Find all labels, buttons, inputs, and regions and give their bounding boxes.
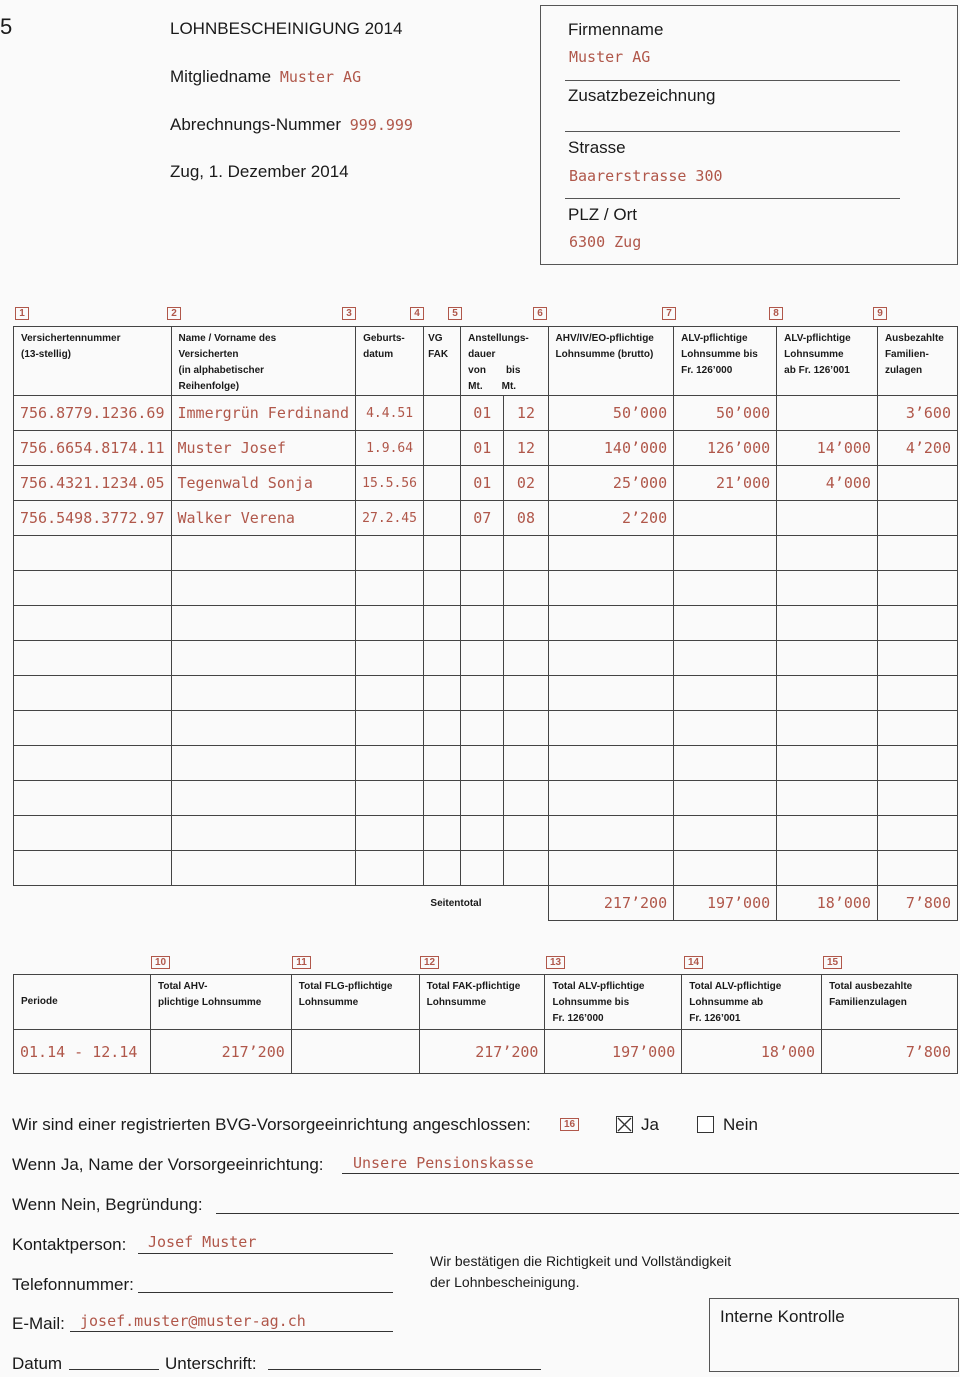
row-vg[interactable] — [424, 396, 461, 431]
row-birth[interactable]: 1.9.64 — [356, 431, 424, 466]
header-birth: Geburts- datum — [356, 327, 424, 396]
col-number-13: 13 — [546, 956, 565, 969]
total-family: 7’800 — [877, 886, 957, 921]
header-alv-to: ALV-pflichtige Lohnsumme bis Fr. 126’000 — [674, 327, 777, 396]
header-ahv: AHV/IV/EO-pflichtige Lohnsumme (brutto) — [548, 327, 674, 396]
col-number-9: 9 — [873, 307, 887, 320]
row-birth[interactable]: 4.4.51 — [356, 396, 424, 431]
company-label: Firmenname — [568, 20, 664, 39]
row-ssn[interactable]: 756.8779.1236.69 — [14, 396, 172, 431]
row-birth[interactable]: 15.5.56 — [356, 466, 424, 501]
employee-table — [13, 326, 958, 921]
page-title: LOHNBESCHEINIGUNG 2014 — [170, 19, 403, 38]
row-ssn[interactable]: 756.6654.8174.11 — [14, 431, 172, 466]
date-label: Datum — [12, 1354, 63, 1373]
confirm-text: Wir bestätigen die Richtigkeit und Vollständigkeit der Lohnbescheinigung. — [430, 1253, 732, 1290]
col-number-8: 8 — [769, 307, 783, 320]
total-label: Seitentotal — [14, 886, 549, 921]
internal-control-box — [709, 1298, 959, 1372]
row-to[interactable]: 08 — [504, 501, 548, 536]
summary-header-period: Periode — [14, 975, 151, 1030]
header-alv-from: ALV-pflichtige Lohnsumme ab Fr. 126’001 — [777, 327, 878, 396]
row-ssn[interactable]: 756.4321.1234.05 — [14, 466, 172, 501]
row-alv-to[interactable]: 50’000 — [674, 396, 777, 431]
row-alv-to[interactable]: 126’000 — [674, 431, 777, 466]
employee-table-header — [14, 327, 958, 396]
fund-value[interactable]: Unsere Pensionskasse — [353, 1154, 534, 1172]
summary-header-flg: Total FLG-pflichtige Lohnsumme — [291, 975, 419, 1030]
row-to[interactable]: 12 — [504, 431, 548, 466]
row-alv-from[interactable] — [777, 396, 878, 431]
row-name[interactable]: Immergrün Ferdinand — [171, 396, 356, 431]
summary-header-alv-from: Total ALV-pflichtige Lohnsumme ab Fr. 126’001 — [682, 975, 822, 1030]
member-label: Mitgliedname Muster AG — [170, 67, 362, 86]
table-row-empty[interactable] — [14, 711, 958, 746]
table-row[interactable] — [14, 466, 958, 501]
col-number-12: 12 — [420, 956, 439, 969]
place-date: Zug, 1. Dezember 2014 — [170, 162, 349, 181]
row-from[interactable]: 01 — [461, 431, 504, 466]
city-label: PLZ / Ort — [568, 205, 637, 224]
no-checkbox[interactable] — [697, 1116, 714, 1133]
col-number-6: 6 — [533, 307, 547, 320]
header-name: Name / Vorname des Versicherten (in alphabetischer Reihenfolge) — [171, 327, 356, 396]
total-alv-from: 18’000 — [777, 886, 878, 921]
table-row-empty[interactable] — [14, 571, 958, 606]
col-number-1: 1 — [15, 307, 29, 320]
reason-label: Wenn Nein, Begründung: — [12, 1195, 203, 1214]
col-number-7: 7 — [662, 307, 676, 320]
table-row-empty[interactable] — [14, 746, 958, 781]
col-number-11: 11 — [292, 956, 311, 969]
table-row-empty[interactable] — [14, 676, 958, 711]
summary-header-ahv: Total AHV- plichtige Lohnsumme — [150, 975, 291, 1030]
header-family: Ausbezahlte Familien- zulagen — [877, 327, 957, 396]
total-row — [14, 886, 958, 921]
row-ssn[interactable]: 756.5498.3772.97 — [14, 501, 172, 536]
account-label: Abrechnungs-Nummer 999.999 — [170, 115, 413, 134]
row-name[interactable]: Walker Verena — [171, 501, 356, 536]
row-from[interactable]: 01 — [461, 466, 504, 501]
row-family[interactable] — [877, 466, 957, 501]
summary-row[interactable] — [14, 1030, 958, 1074]
table-row-empty[interactable] — [14, 606, 958, 641]
table-row[interactable] — [14, 431, 958, 466]
col-number-10: 10 — [151, 956, 170, 969]
row-to[interactable]: 12 — [504, 396, 548, 431]
row-alv-to[interactable] — [674, 501, 777, 536]
internal-label: Interne Kontrolle — [720, 1307, 845, 1326]
yes-label: Ja — [641, 1115, 659, 1134]
row-family[interactable]: 3’600 — [877, 396, 957, 431]
contact-label: Kontaktperson: — [12, 1235, 127, 1254]
col-number-4: 4 — [410, 307, 424, 320]
row-ahv[interactable]: 25’000 — [548, 466, 674, 501]
table-row[interactable] — [14, 396, 958, 431]
signature-label: Unterschrift: — [165, 1354, 257, 1373]
summary-header — [14, 975, 958, 1030]
city-value[interactable]: 6300 Zug — [569, 233, 642, 251]
summary-flg[interactable] — [291, 1030, 419, 1074]
signature-field[interactable] — [268, 1369, 541, 1370]
summary-family[interactable]: 7’800 — [822, 1030, 958, 1074]
street-value[interactable]: Baarerstrasse 300 — [569, 167, 723, 185]
row-alv-from[interactable]: 14’000 — [777, 431, 878, 466]
email-value[interactable]: josef.muster@muster-ag.ch — [80, 1312, 306, 1330]
summary-period[interactable]: 01.14 - 12.14 — [14, 1030, 151, 1074]
table-row-empty[interactable] — [14, 641, 958, 676]
table-row-empty[interactable] — [14, 816, 958, 851]
summary-alv-from[interactable]: 18’000 — [682, 1030, 822, 1074]
summary-fak[interactable]: 217’200 — [419, 1030, 545, 1074]
row-name[interactable]: Tegenwald Sonja — [171, 466, 356, 501]
bvg-question: Wir sind einer registrierten BVG-Vorsorgeeinrichtung angeschlossen: — [12, 1115, 531, 1134]
row-ahv[interactable]: 140’000 — [548, 431, 674, 466]
header-ssn: Versichertennummer (13-stellig) — [14, 327, 172, 396]
yes-checkbox[interactable] — [616, 1116, 633, 1133]
row-ahv[interactable]: 2’200 — [548, 501, 674, 536]
row-ahv[interactable]: 50’000 — [548, 396, 674, 431]
summary-header-fak: Total FAK-pflichtige Lohnsumme — [419, 975, 545, 1030]
row-to[interactable]: 02 — [504, 466, 548, 501]
fund-label: Wenn Ja, Name der Vorsorgeeinrichtung: — [12, 1155, 324, 1174]
col-number-5: 5 — [448, 307, 462, 320]
col-number-3: 3 — [342, 307, 356, 320]
address-box — [540, 5, 958, 265]
table-row-empty[interactable] — [14, 851, 958, 886]
col-number-14: 14 — [684, 956, 703, 969]
account-value: 999.999 — [349, 116, 413, 134]
header-employment: Anstellungs- dauer von bis Mt. Mt. — [461, 327, 548, 396]
summary-header-alv-to: Total ALV-pflichtige Lohnsumme bis Fr. 126’000 — [545, 975, 682, 1030]
row-alv-to[interactable]: 21’000 — [674, 466, 777, 501]
street-label: Strasse — [568, 138, 626, 157]
total-ahv: 217’200 — [548, 886, 674, 921]
summary-ahv[interactable]: 217’200 — [150, 1030, 291, 1074]
table-row[interactable] — [14, 501, 958, 536]
extra-label: Zusatzbezeichnung — [568, 86, 716, 105]
page-number: 5 — [0, 14, 13, 39]
member-value: Muster AG — [279, 68, 362, 86]
table-row-empty[interactable] — [14, 536, 958, 571]
col-number-2: 2 — [167, 307, 181, 320]
check-cross-icon — [617, 1117, 632, 1132]
company-value[interactable]: Muster AG — [569, 48, 651, 66]
bvg-number: 16 — [560, 1118, 579, 1131]
row-alv-from[interactable]: 4’000 — [777, 466, 878, 501]
row-vg[interactable] — [424, 501, 461, 536]
no-label: Nein — [723, 1115, 758, 1134]
row-birth[interactable]: 27.2.45 — [356, 501, 424, 536]
contact-value[interactable]: Josef Muster — [148, 1233, 257, 1251]
phone-label: Telefonnummer: — [12, 1275, 134, 1294]
row-from[interactable]: 01 — [461, 396, 504, 431]
row-from[interactable]: 07 — [461, 501, 504, 536]
summary-table — [13, 974, 958, 1074]
date-field[interactable] — [69, 1369, 159, 1370]
summary-alv-to[interactable]: 197’000 — [545, 1030, 682, 1074]
table-row-empty[interactable] — [14, 781, 958, 816]
row-vg[interactable] — [424, 431, 461, 466]
phone-field[interactable] — [138, 1292, 393, 1293]
email-label: E-Mail: — [12, 1314, 65, 1333]
row-family[interactable]: 4’200 — [877, 431, 957, 466]
reason-field[interactable] — [216, 1213, 959, 1214]
col-number-15: 15 — [823, 956, 842, 969]
row-name[interactable]: Muster Josef — [171, 431, 356, 466]
row-family[interactable] — [877, 501, 957, 536]
row-vg[interactable] — [424, 466, 461, 501]
summary-header-family: Total ausbezahlte Familienzulagen — [822, 975, 958, 1030]
header-vg: VG FAK — [424, 327, 461, 396]
row-alv-from[interactable] — [777, 501, 878, 536]
total-alv-to: 197’000 — [674, 886, 777, 921]
